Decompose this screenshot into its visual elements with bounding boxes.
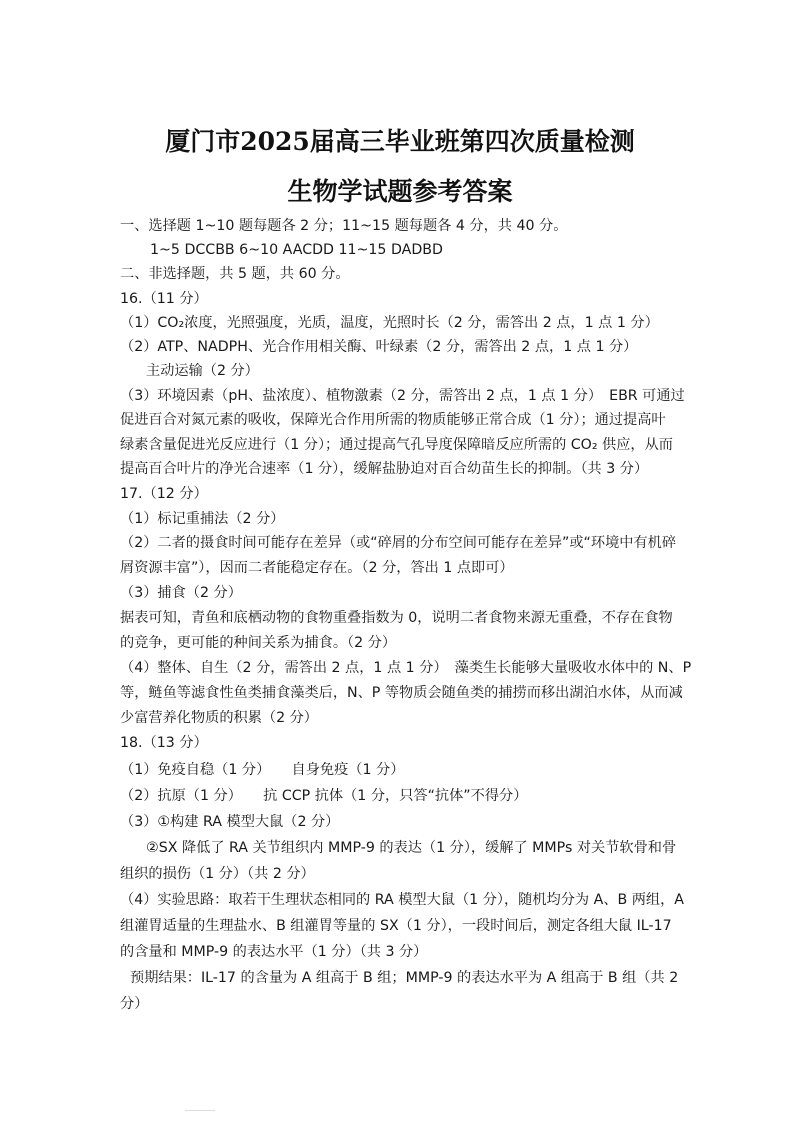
- q17-answer-2-line2: 屑资源丰富”），因而二者能稳定存在。（2 分，答出 1 点即可）: [120, 560, 514, 576]
- q17-answer-1: （1）标记重捕法（2 分）: [120, 511, 285, 527]
- choice-answers: 1~5 DCCBB 6~10 AACDD 11~15 DADBD: [150, 242, 443, 258]
- q16-answer-2-extra: 主动运输（2 分）: [146, 363, 259, 379]
- q18-answer-2: （2）抗原（1 分） 抗 CCP 抗体（1 分，只答“抗体”不得分）: [120, 788, 528, 804]
- q17-answer-3-line3: 的竞争，更可能的种间关系为捕食。（2 分）: [120, 635, 397, 651]
- q18-answer-3-part2-line1: ②SX 降低了 RA 关节组织内 MMP-9 的表达（1 分），缓解了 MMPs 对关节软骨和骨: [146, 840, 677, 856]
- q18-answer-4-line1: （4）实验思路：取若干生理状态相同的 RA 模型大鼠（1 分），随机均分为 A、B 两组，A: [120, 892, 685, 908]
- q18-expected-result-line1: 预期结果：IL-17 的含量为 A 组高于 B 组；MMP-9 的表达水平为 A 组高于 B 组（共 2: [130, 970, 679, 986]
- question-18-heading: 18.（13 分）: [120, 735, 208, 751]
- q18-answer-4-line3: 的含量和 MMP-9 的表达水平（1 分）（共 3 分）: [120, 944, 428, 960]
- section-2-heading: 二、非选择题，共 5 题，共 60 分。: [120, 266, 350, 282]
- q17-answer-3: （3）捕食（2 分）: [120, 585, 242, 601]
- question-17-heading: 17.（12 分）: [120, 486, 208, 502]
- q18-answer-1: （1）免疫自稳（1 分） 自身免疫（1 分）: [120, 762, 405, 778]
- q17-answer-4-line2: 等，鲢鱼等滤食性鱼类捕食藻类后，N、P 等物质会随鱼类的捕捞而移出湖泊水体，从而减: [120, 685, 683, 701]
- scan-artifact-line: [185, 1110, 215, 1111]
- q18-answer-3-part2-line2: 组织的损伤（1 分）（共 2 分）: [120, 866, 315, 882]
- q16-answer-3-line1: （3）环境因素（pH、盐浓度）、植物激素（2 分，需答出 2 点，1 点 1 分） EBR 可通过: [120, 388, 685, 404]
- q17-answer-4-line3: 少富营养化物质的积累（2 分）: [120, 710, 318, 726]
- q17-answer-3-line2: 据表可知，青鱼和底栖动物的食物重叠指数为 0，说明二者食物来源无重叠，不存在食物: [120, 610, 673, 626]
- document-subtitle: 生物学试题参考答案: [287, 177, 513, 206]
- q16-answer-1: （1）CO₂浓度，光照强度，光质，温度，光照时长（2 分，需答出 2 点，1 点 1 分）: [120, 315, 659, 331]
- q16-answer-3-line4: 提高百合叶片的净光合速率（1 分），缓解盐胁迫对百合幼苗生长的抑制。（共 3 分）: [120, 461, 649, 477]
- q18-answer-3: （3）①构建 RA 模型大鼠（2 分）: [120, 814, 340, 830]
- document-title: 厦门市2025届高三毕业班第四次质量检测: [165, 127, 635, 156]
- q18-expected-result-line2: 分）: [120, 996, 149, 1012]
- q16-answer-3-line2: 促进百合对氮元素的吸收，保障光合作用所需的物质能够正常合成（1 分）；通过提高叶: [120, 412, 666, 428]
- q17-answer-4-line1: （4）整体、自生（2 分，需答出 2 点，1 点 1 分） 藻类生长能够大量吸收水体中的 N、P: [120, 660, 692, 676]
- q18-answer-4-line2: 组灌胃适量的生理盐水、B 组灌胃等量的 SX（1 分），一段时间后，测定各组大鼠 IL-17: [120, 918, 672, 934]
- section-1-heading: 一、选择题 1~10 题每题各 2 分；11~15 题每题各 4 分，共 40 分。: [120, 218, 568, 234]
- q16-answer-3-line3: 绿素含量促进光反应进行（1 分）；通过提高气孔导度保障暗反应所需的 CO₂ 供应，从而: [120, 437, 673, 453]
- question-16-heading: 16.（11 分）: [120, 291, 208, 307]
- q16-answer-2: （2）ATP、NADPH、光合作用相关酶、叶绿素（2 分，需答出 2 点，1 点 1 分）: [120, 339, 638, 355]
- q17-answer-2-line1: （2）二者的摄食时间可能存在差异（或“碎屑的分布空间可能存在差异”或“环境中有机碎: [120, 535, 677, 551]
